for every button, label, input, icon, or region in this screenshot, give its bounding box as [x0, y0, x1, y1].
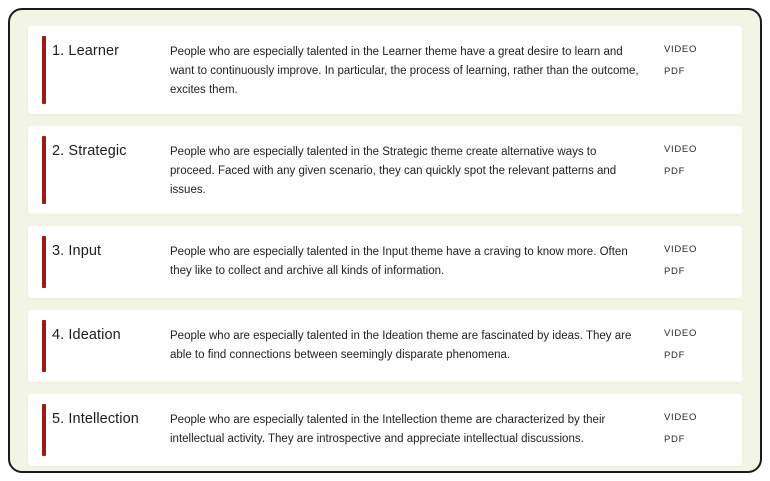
- list-item[interactable]: [28, 26, 742, 114]
- theme-title: 5. Intellection: [52, 410, 139, 427]
- accent-bar: [42, 136, 46, 204]
- resource-links: [664, 324, 726, 361]
- list-item[interactable]: [28, 394, 742, 466]
- video-link[interactable]: VIDEO: [664, 411, 698, 423]
- video-link[interactable]: VIDEO: [664, 327, 698, 339]
- theme-title: 2. Strategic: [52, 142, 127, 159]
- theme-description: People who are especially talented in the Input theme have a craving to know more. Often they like to collect and archive all kinds of information.: [170, 245, 628, 277]
- video-link[interactable]: VIDEO: [664, 143, 698, 155]
- video-link[interactable]: VIDEO: [664, 44, 698, 55]
- pdf-link[interactable]: PDF: [664, 66, 686, 77]
- pdf-link[interactable]: PDF: [664, 349, 686, 361]
- list-item[interactable]: [28, 310, 742, 382]
- theme-description: People who are especially talented in the Learner theme have a great desire to learn and want to continuously improve. In particular, the process of learning, rather than the outcome, excites them.: [170, 46, 639, 96]
- strengths-list: [28, 26, 742, 466]
- accent-bar: [42, 36, 46, 104]
- pdf-link[interactable]: PDF: [664, 165, 686, 177]
- list-item[interactable]: [28, 226, 742, 298]
- theme-description: People who are especially talented in the Intellection theme are characterized by their intellectual activity. They are introspective and appreciate intellectual discussions.: [170, 413, 606, 445]
- theme-title: 1. Learner: [52, 43, 120, 59]
- list-item[interactable]: [28, 126, 742, 214]
- video-link[interactable]: VIDEO: [664, 243, 698, 255]
- theme-description: People who are especially talented in the Ideation theme are fascinated by ideas. They are able to find connections between seemingly disparate phenomena.: [170, 329, 632, 361]
- pdf-link[interactable]: PDF: [664, 265, 686, 277]
- resource-links: [664, 40, 726, 77]
- resource-links: [664, 140, 726, 177]
- resource-links: [664, 240, 726, 277]
- accent-bar: [42, 320, 46, 372]
- pdf-link[interactable]: PDF: [664, 433, 686, 445]
- theme-title: 3. Input: [52, 242, 102, 259]
- strengths-panel: [8, 8, 762, 473]
- theme-title: 4. Ideation: [52, 326, 121, 343]
- accent-bar: [42, 404, 46, 456]
- resource-links: [664, 408, 726, 445]
- accent-bar: [42, 236, 46, 288]
- theme-description: People who are especially talented in the Strategic theme create alternative ways to proceed. Faced with any given scenario, they can quickly spot the relevant patterns and issues.: [170, 145, 617, 196]
